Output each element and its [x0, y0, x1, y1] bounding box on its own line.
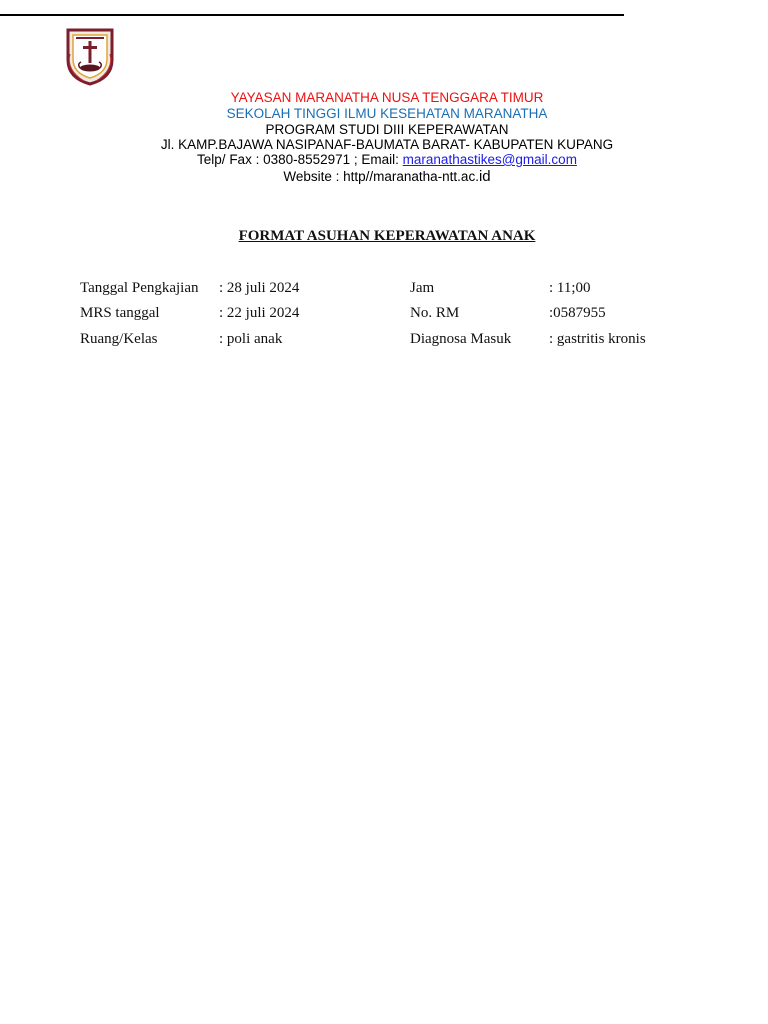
- field-label-jam: Jam: [410, 280, 435, 296]
- crest-icon: [64, 26, 116, 86]
- website-suffix: id: [478, 168, 491, 185]
- field-label-no-rm: No. RM: [410, 305, 460, 321]
- field-value-no-rm: :0587955: [549, 305, 606, 321]
- field-label-ruang-kelas: Ruang/Kelas: [80, 331, 158, 347]
- email-link[interactable]: maranathastikes@gmail.com: [402, 152, 577, 167]
- foundation-name: YAYASAN MARANATHA NUSA TENGGARA TIMUR: [230, 90, 544, 105]
- field-value-jam: : 11;00: [549, 280, 591, 296]
- field-label-diagnosa-masuk: Diagnosa Masuk: [410, 331, 512, 347]
- field-value-diagnosa-masuk: : gastritis kronis: [549, 331, 646, 347]
- contact-line: [0, 152, 768, 168]
- field-label-mrs-tanggal: MRS tanggal: [80, 305, 160, 321]
- school-name: SEKOLAH TINGGI ILMU KESEHATAN MARANATHA: [226, 106, 548, 121]
- field-value-tanggal-pengkajian: : 28 juli 2024: [219, 280, 300, 296]
- field-value-ruang-kelas: : poli anak: [219, 331, 283, 347]
- document-title: FORMAT ASUHAN KEPERAWATAN ANAK: [238, 228, 536, 244]
- website-prefix: Website : http//maranatha-ntt.ac.: [283, 169, 479, 184]
- header-divider-line: [0, 14, 624, 16]
- contact-prefix: Telp/ Fax : 0380-8552971 ; Email:: [197, 152, 403, 167]
- field-label-tanggal-pengkajian: Tanggal Pengkajian: [80, 280, 199, 296]
- study-program: PROGRAM STUDI DIII KEPERAWATAN: [265, 122, 509, 137]
- website-line: [0, 169, 768, 185]
- field-value-mrs-tanggal: : 22 juli 2024: [219, 305, 300, 321]
- institution-logo: [64, 26, 116, 86]
- address-line: Jl. KAMP.BAJAWA NASIPANAF-BAUMATA BARAT- KABUPATEN KUPANG: [160, 137, 614, 152]
